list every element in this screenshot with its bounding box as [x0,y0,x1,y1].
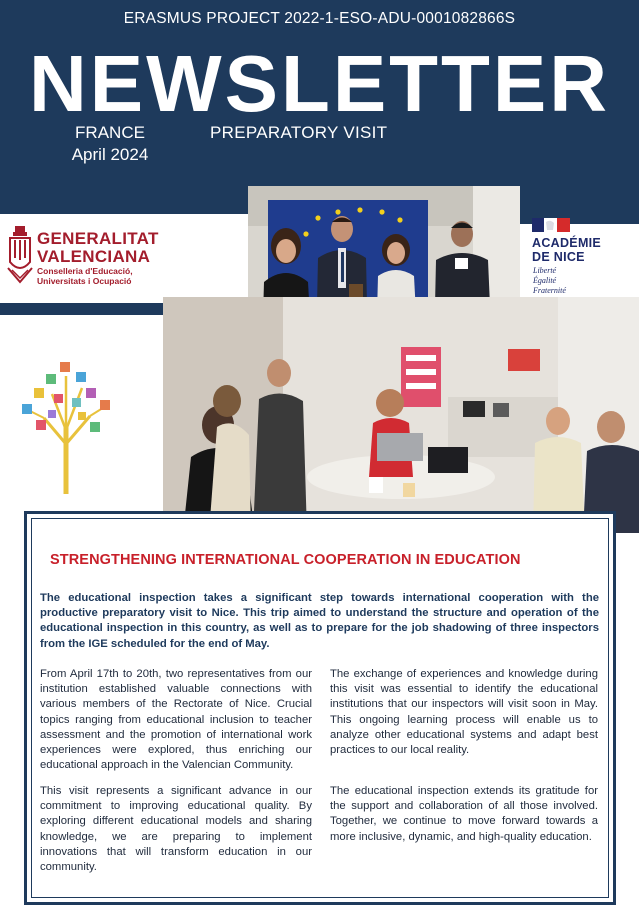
gva-name [37,230,159,266]
article-lead: The educational inspection takes a significant step towards international cooperation with the productive preparatory visit to Nice. This trip aimed to understand the structure and operation of the educational inspection in this country, as well as to prepare for the job shadowing of three inspectors from the IGE scheduled for the end of May. [40,592,599,650]
education-tree-illustration [20,354,112,494]
project-code: ERASMUS PROJECT 2022-1-ESO-ADU-0001082866S [123,10,516,27]
academie-name-line2: DE NICE [532,250,585,264]
crest-icon [6,226,34,284]
left-band [0,303,163,315]
academie-name-line1: ACADÉMIE [532,236,602,250]
meeting-photo [163,297,639,533]
motto-fraternite: Fraternité [533,286,566,295]
gva-dept-line2: Universitats i Ocupació [37,276,132,286]
gva-department [37,266,133,286]
motto-liberte: Liberté [533,266,557,275]
right-paragraph-2: The educational inspection extends its gratitude for the support and collaboration of all those involved. Together, we continue to move forward towards a more inclusive, dynamic, and high-quality education. [330,785,598,843]
country-label: FRANCE [75,123,145,142]
gva-name-line1: GENERALITAT [37,229,159,248]
country-date [62,122,158,166]
generalitat-valenciana-logo [4,222,164,296]
marianne-flag-icon [532,218,570,232]
article-heading: STRENGTHENING INTERNATIONAL COOPERATION IN EDUCATION [50,552,521,568]
academie-name [532,236,601,264]
gva-dept-line1: Conselleria d'Educació, [37,266,133,276]
academie-de-nice-logo [528,218,636,298]
motto-egalite: Égalité [533,276,557,285]
meeting-photo-illustration [163,297,639,533]
right-paragraph-1: The exchange of experiences and knowledge during this visit was essential to identify the educational institutions that our inspectors will visit soon in May. This ongoing learning process will enable us to analyze other educational systems and adapt best practices to our local reality. [330,668,598,757]
left-paragraph-2: This visit represents a significant advance in our commitment to improving educational quality. By exploring different educational models and sharing knowledge, we are preparing to implement innovations that will transform education in our community. [40,785,312,874]
left-paragraph-1: From April 17th to 20th, two representatives from our institution established valuable connections with various members of the Rectorate of Nice. Crucial topics ranging from educational inclusion to teacher assessment and the promotion of international work experiences were explored, thus enriching our educational approach in the Valencian Community. [40,668,312,772]
subtitle: PREPARATORY VISIT [210,123,388,142]
date-label: April 2024 [71,145,149,164]
gva-name-line2: VALENCIANA [37,247,151,266]
newsletter-title: NEWSLETTER [28,39,611,128]
republic-motto [533,266,566,296]
